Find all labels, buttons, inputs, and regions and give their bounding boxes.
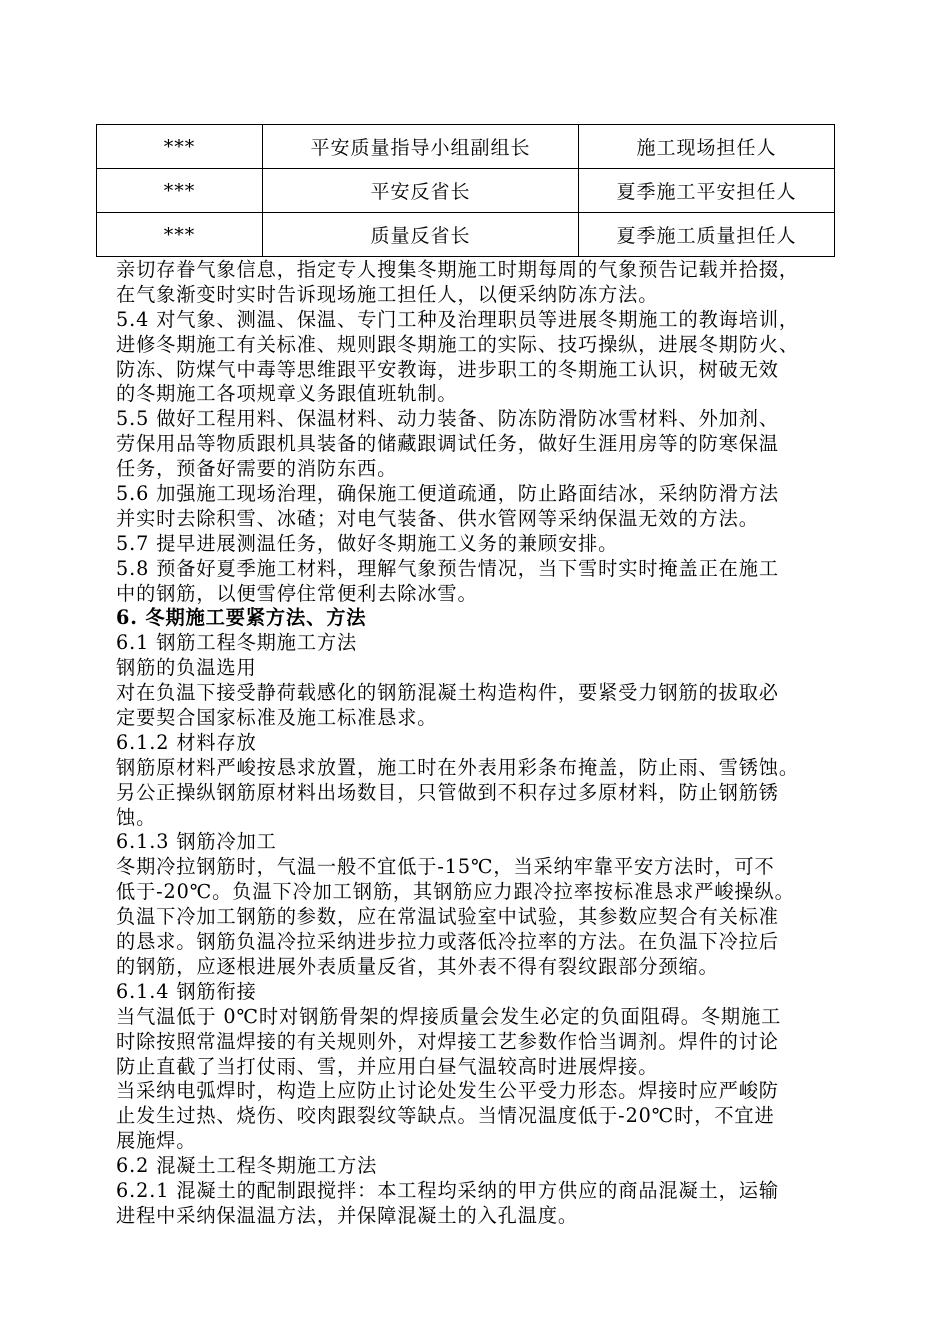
duty-cell: 夏季施工质量担任人 xyxy=(579,213,835,257)
table-row xyxy=(97,213,835,257)
text-line: 5.8 预备好夏季施工材料，理解气象预告情况，当下雪时实时掩盖正在施工 xyxy=(116,556,779,580)
text-line: 当气温低于 0℃时对钢筋骨架的焊接质量会发生必定的负面阻碍。冬期施工 xyxy=(116,1004,782,1028)
text-line: 另公正操纵钢筋原材料出场数目，只管做到不积存过多原材料，防止钢筋锈 xyxy=(116,780,779,804)
text-line: 在气象渐变时实时告诉现场施工担任人，以便采纳防冻方法。 xyxy=(116,282,659,306)
text-line: 展施焊。 xyxy=(116,1129,197,1153)
duty-cell: 施工现场担任人 xyxy=(579,125,835,169)
text-line: 的恳求。钢筋负温冷拉采纳进步拉力或落低冷拉率的方法。在负温下冷拉后 xyxy=(116,930,779,954)
name-cell: *** xyxy=(97,125,263,169)
role-cell: 平安质量指导小组副组长 xyxy=(263,125,579,169)
text-line: 5.5 做好工程用料、保温材料、动力装备、防冻防滑防冰雪材料、外加剂、 xyxy=(116,407,779,431)
subsection-heading: 6.1.2 材料存放 xyxy=(116,730,257,754)
table-row xyxy=(97,169,835,213)
section-heading: 6. 冬期施工要紧方法、方法 xyxy=(116,606,367,630)
table-row xyxy=(97,125,835,169)
text-line: 钢筋原材料严峻按恳求放置，施工时在外表用彩条布掩盖，防止雨、雪锈蚀。 xyxy=(116,755,799,779)
role-cell: 平安反省长 xyxy=(263,169,579,213)
text-line: 蚀。 xyxy=(116,805,157,829)
text-line: 低于-20℃。负温下冷加工钢筋，其钢筋应力跟冷拉率按标准恳求严峻操纵。 xyxy=(116,880,795,904)
text-line: 防冻、防煤气中毒等思维跟平安教诲，进步职工的冬期施工认识，树破无效 xyxy=(116,357,779,381)
text-line: 时除按照常温焊接的有关规则外，对焊接工艺参数作恰当调剂。焊件的讨论 xyxy=(116,1029,779,1053)
subsection-heading: 6.1.4 钢筋衔接 xyxy=(116,979,257,1003)
text-line: 中的钢筋，以便雪停住常便利去除冰雪。 xyxy=(116,581,478,605)
text-line: 防止直截了当打仗雨、雪，并应用白昼气温较高时进展焊接。 xyxy=(116,1054,659,1078)
text-line: 进程中采纳保温温方法，并保障混凝土的入孔温度。 xyxy=(116,1203,579,1227)
name-cell: *** xyxy=(97,169,263,213)
text-line: 5.7 提早进展测温任务，做好冬期施工义务的兼顾安排。 xyxy=(116,531,619,555)
text-line: 负温下冷加工钢筋的参数，应在常温试验室中试验，其参数应契合有关标准 xyxy=(116,905,779,929)
text-line: 并实时去除积雪、冰碴；对电气装备、供水管网等采纳保温无效的方法。 xyxy=(116,506,759,530)
text-line: 的冬期施工各项规章义务跟值班轨制。 xyxy=(116,382,458,406)
text-line: 定要契合国家标准及施工标准恳求。 xyxy=(116,706,438,730)
text-line: 冬期冷拉钢筋时，气温一般不宜低于-15℃，当采纳牢靠平安方法时，可不 xyxy=(116,855,775,879)
text-line: 5.6 加强施工现场治理，确保施工便道疏通，防止路面结冰，采纳防滑方法 xyxy=(116,482,779,506)
text-line: 止发生过热、烧伤、咬肉跟裂纹等缺点。当情况温度低于-20℃时，不宜进 xyxy=(116,1104,775,1128)
text-line: 任务，预备好需要的消防东西。 xyxy=(116,457,398,481)
text-line: 钢筋的负温选用 xyxy=(116,656,257,680)
role-cell: 质量反省长 xyxy=(263,213,579,257)
text-line: 劳保用品等物质跟机具装备的储藏跟调试任务，做好生涯用房等的防寒保温 xyxy=(116,432,779,456)
text-line: 进修冬期施工有关标准、规则跟冬期施工的实际、技巧操纵，进展冬期防火、 xyxy=(116,332,799,356)
text-line: 6.2.1 混凝土的配制跟搅拌：本工程均采纳的甲方供应的商品混凝土，运输 xyxy=(116,1178,779,1202)
text-line: 5.4 对气象、测温、保温、专门工种及治理职员等进展冬期施工的教诲培训， xyxy=(116,307,800,331)
body-text xyxy=(116,258,876,1229)
subsection-heading: 6.2 混凝土工程冬期施工方法 xyxy=(116,1154,378,1178)
duty-cell: 夏季施工平安担任人 xyxy=(579,169,835,213)
subsection-heading: 6.1.3 钢筋冷加工 xyxy=(116,830,277,854)
text-line: 亲切存眷气象信息，指定专人搜集冬期施工时期每周的气象预告记载并拾掇， xyxy=(116,258,799,281)
text-line: 当采纳电弧焊时，构造上应防止讨论处发生公平受力形态。焊接时应严峻防 xyxy=(116,1079,779,1103)
text-line: 对在负温下接受静荷载感化的钢筋混凝土构造构件，要紧受力钢筋的拔取必 xyxy=(116,681,779,705)
subsection-heading: 6.1 钢筋工程冬期施工方法 xyxy=(116,631,358,655)
staff-table xyxy=(96,124,835,257)
name-cell: *** xyxy=(97,213,263,257)
text-line: 的钢筋，应逐根进展外表质量反省，其外表不得有裂纹跟部分颈缩。 xyxy=(116,954,719,978)
